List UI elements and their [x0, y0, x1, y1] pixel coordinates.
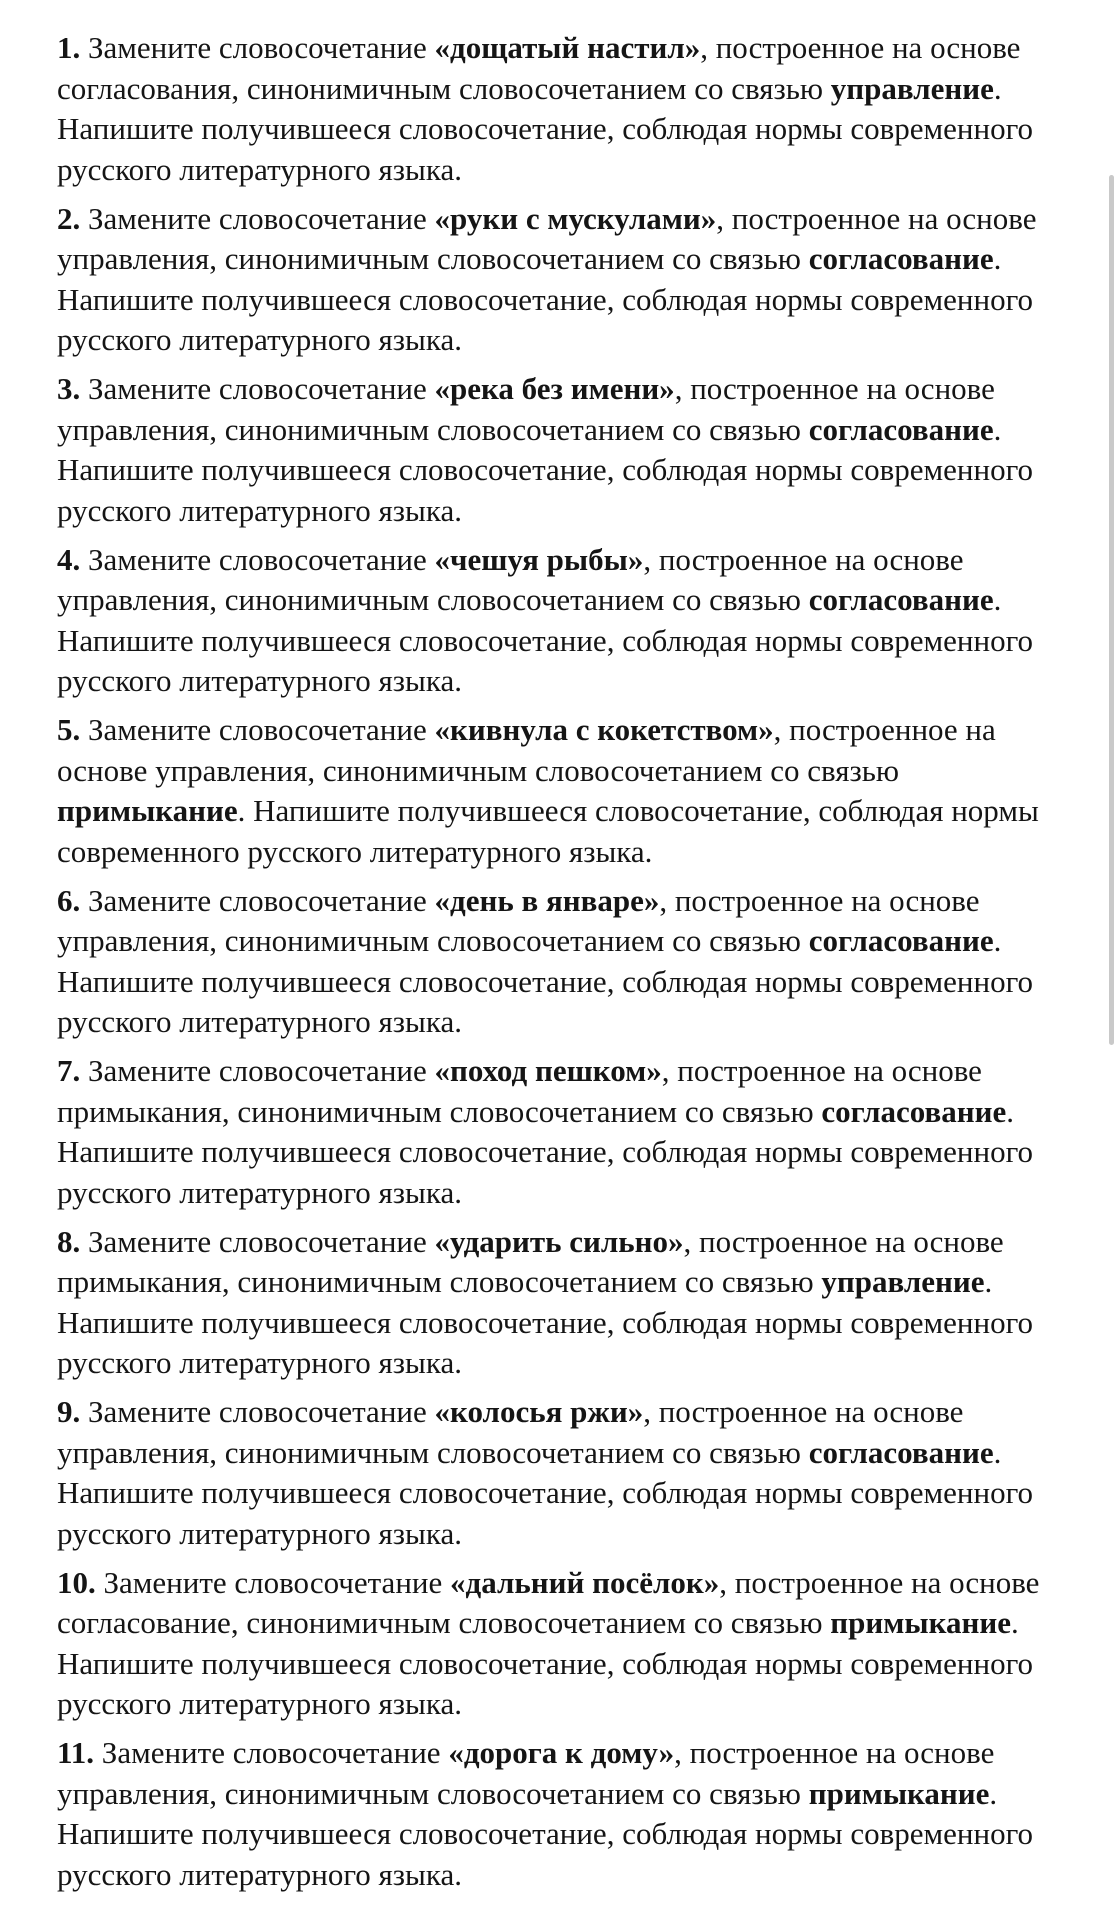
- task-intro: Замените словосочетание: [95, 1564, 451, 1600]
- task-item: [57, 881, 1067, 1043]
- task-item: [57, 1051, 1067, 1213]
- task-intro: Замените словосочетание: [80, 1223, 435, 1259]
- vertical-scrollbar[interactable]: [1109, 175, 1114, 1045]
- task-middle: , построенное на основе управления, синонимичным словосочетанием со связью: [57, 882, 980, 958]
- task-bond-type: согласование: [808, 923, 994, 958]
- task-phrase: «дорога к дому»: [448, 1735, 675, 1770]
- task-phrase: «колосья ржи»: [434, 1394, 644, 1429]
- task-middle: , построенное на основе управления, синонимичным словосочетанием со связью: [57, 200, 1037, 276]
- task-bond-type: примыкание: [830, 1605, 1011, 1640]
- task-bond-type: согласование: [808, 241, 994, 276]
- task-phrase: «день в январе»: [434, 882, 660, 918]
- task-outro: . Напишите получившееся словосочетание, соблюдая нормы современного русского литературного языка.: [57, 411, 1034, 528]
- task-middle: , построенное на основе примыкания, синонимичным словосочетанием со связью: [57, 1053, 982, 1129]
- task-intro: Замените словосочетание: [80, 541, 435, 577]
- task-intro: Замените словосочетание: [80, 1053, 435, 1088]
- task-intro: Замените словосочетание: [80, 371, 435, 406]
- task-outro: . Напишите получившееся словосочетание, соблюдая нормы современного русского литературного языка.: [57, 582, 1034, 698]
- task-outro: . Напишите получившееся словосочетание, соблюдая нормы современного русского литературного языка.: [57, 793, 1039, 869]
- task-outro: . Напишите получившееся словосочетание, соблюдая нормы современного русского литературного языка.: [57, 241, 1034, 357]
- task-number: 7.: [57, 1053, 81, 1088]
- task-bond-type: управление: [821, 1264, 985, 1299]
- task-item: [57, 540, 1067, 702]
- task-number: 4.: [57, 541, 81, 577]
- task-middle: , построенное на основе управления, синонимичным словосочетанием со связью: [57, 1394, 964, 1470]
- task-number: 10.: [57, 1564, 96, 1600]
- task-item: [57, 369, 1067, 531]
- task-item: [57, 710, 1067, 872]
- task-middle: , построенное на основе управления, синонимичным словосочетанием со связью: [57, 371, 995, 447]
- task-item: [57, 1733, 1067, 1895]
- task-bond-type: согласование: [821, 1093, 1007, 1129]
- task-item: [57, 1563, 1067, 1725]
- task-item: [57, 1392, 1067, 1554]
- task-middle: , построенное на основе согласование, синонимичным словосочетанием со связью: [57, 1564, 1040, 1640]
- task-phrase: «руки с мускулами»: [434, 200, 717, 236]
- task-intro: Замените словосочетание: [80, 200, 435, 236]
- task-outro: . Напишите получившееся словосочетание, соблюдая нормы современного русского литературного языка.: [57, 70, 1034, 187]
- task-middle: , построенное на основе управления, синонимичным словосочетанием со связью: [57, 712, 996, 788]
- task-outro: . Напишите получившееся словосочетание, соблюдая нормы современного русского литературного языка.: [57, 1775, 1034, 1892]
- task-item: [57, 199, 1067, 361]
- task-number: 5.: [57, 712, 81, 747]
- task-middle: , построенное на основе управления, синонимичным словосочетанием со связью: [57, 1735, 995, 1811]
- task-list: [57, 28, 1067, 1904]
- task-bond-type: управление: [830, 70, 994, 106]
- task-phrase: «ударить сильно»: [434, 1223, 684, 1259]
- task-bond-type: согласование: [808, 1434, 994, 1470]
- task-bond-type: примыкание: [57, 793, 238, 828]
- task-item: [57, 28, 1067, 190]
- task-outro: . Напишите получившееся словосочетание, соблюдая нормы современного русского литературного языка.: [57, 1264, 1034, 1380]
- task-outro: . Напишите получившееся словосочетание, соблюдая нормы современного русского литературного языка.: [57, 923, 1034, 1039]
- task-phrase: «дальний посёлок»: [450, 1564, 720, 1600]
- task-intro: Замените словосочетание: [80, 1394, 435, 1429]
- task-bond-type: согласование: [808, 411, 994, 447]
- task-number: 1.: [57, 30, 81, 65]
- task-number: 9.: [57, 1394, 81, 1429]
- task-intro: Замените словосочетание: [80, 30, 435, 65]
- task-phrase: «река без имени»: [434, 371, 675, 406]
- task-phrase: «дощатый настил»: [434, 30, 701, 65]
- task-item: [57, 1222, 1067, 1384]
- task-outro: . Напишите получившееся словосочетание, соблюдая нормы современного русского литературного языка.: [57, 1434, 1034, 1551]
- task-intro: Замените словосочетание: [80, 712, 435, 747]
- task-number: 11.: [57, 1735, 95, 1770]
- task-phrase: «кивнула с кокетством»: [434, 712, 774, 747]
- task-outro: . Напишите получившееся словосочетание, соблюдая нормы современного русского литературного языка.: [57, 1093, 1034, 1210]
- task-phrase: «чешуя рыбы»: [434, 541, 644, 577]
- task-number: 2.: [57, 200, 81, 236]
- task-number: 8.: [57, 1223, 81, 1259]
- task-outro: . Напишите получившееся словосочетание, соблюдая нормы современного русского литературного языка.: [57, 1605, 1034, 1721]
- task-middle: , построенное на основе примыкания, синонимичным словосочетанием со связью: [57, 1223, 1004, 1299]
- task-number: 3.: [57, 371, 81, 406]
- task-phrase: «поход пешком»: [434, 1053, 662, 1088]
- task-middle: , построенное на основе согласования, синонимичным словосочетанием со связью: [57, 30, 1021, 106]
- task-middle: , построенное на основе управления, синонимичным словосочетанием со связью: [57, 541, 964, 617]
- task-bond-type: согласование: [808, 582, 994, 617]
- task-number: 6.: [57, 882, 81, 918]
- task-intro: Замените словосочетание: [80, 882, 435, 918]
- task-bond-type: примыкание: [808, 1775, 990, 1811]
- task-intro: Замените словосочетание: [94, 1735, 449, 1770]
